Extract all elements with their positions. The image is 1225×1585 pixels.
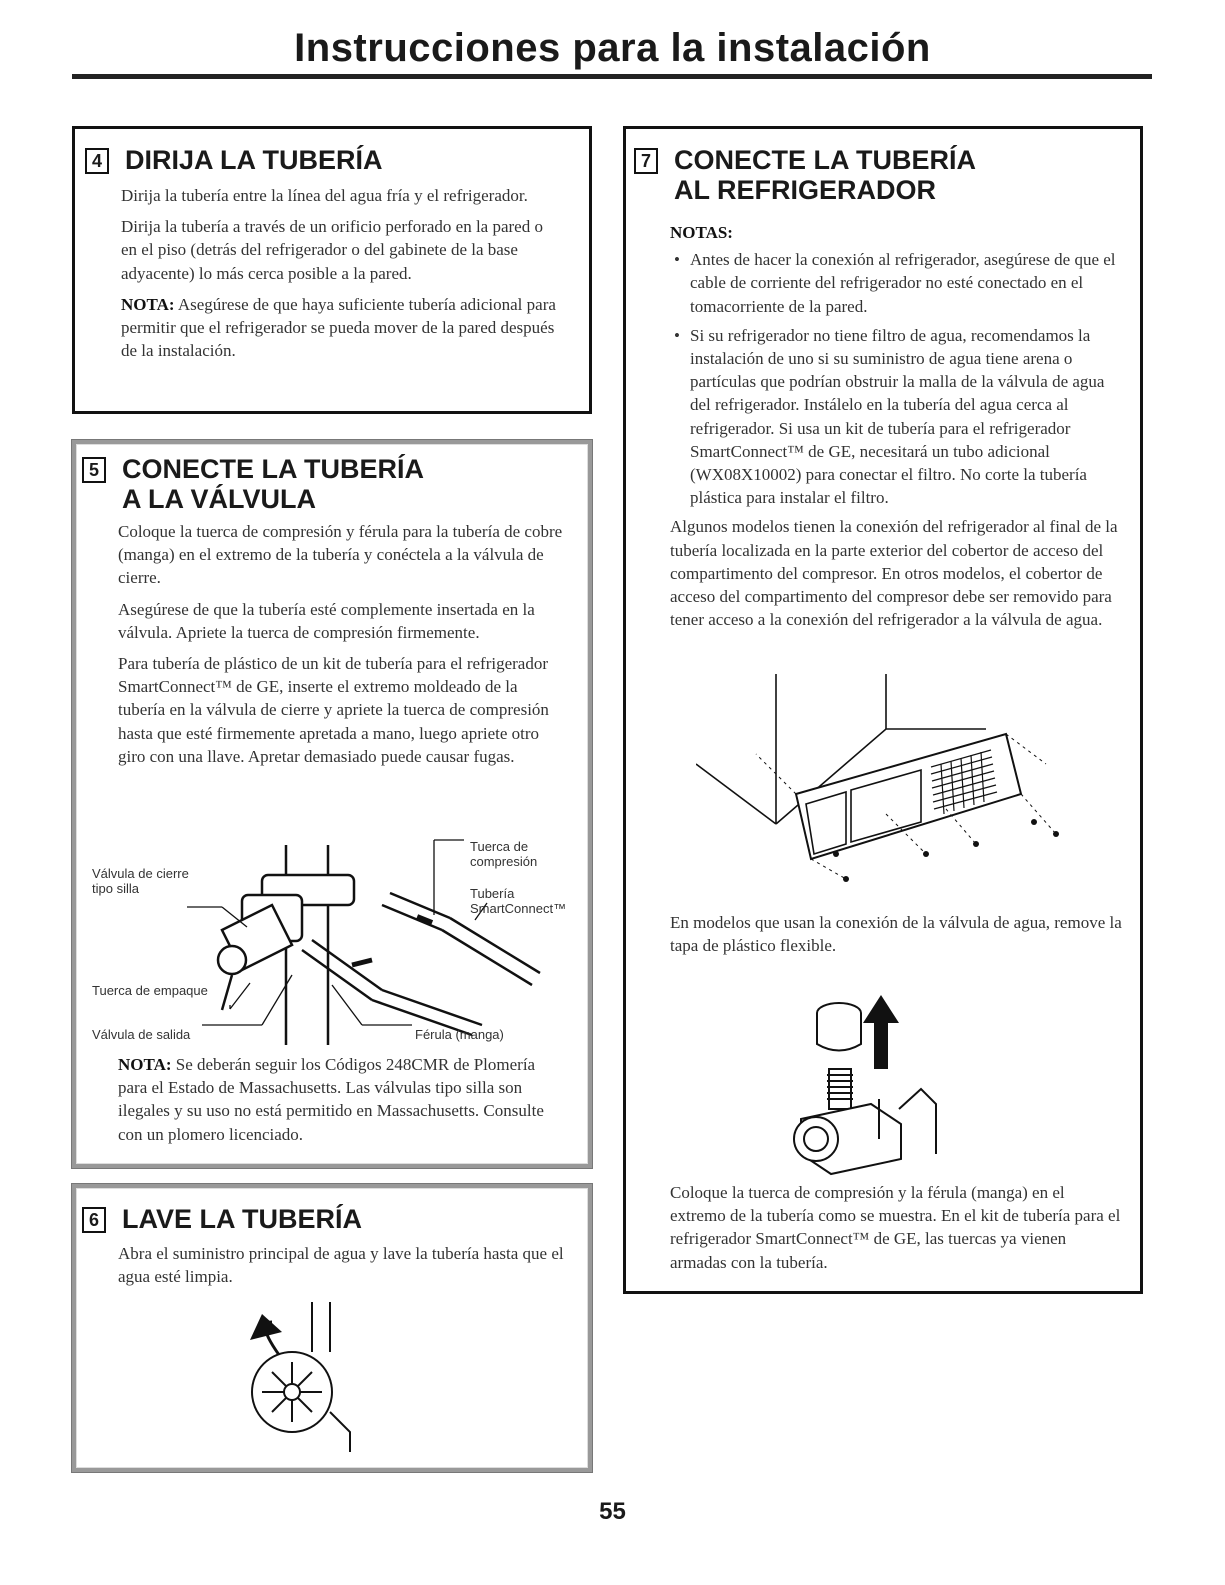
step-5-box [72, 440, 592, 1168]
label-ferrule: Férula (manga) [415, 1027, 504, 1042]
step-number: 5 [82, 457, 106, 483]
note-label: NOTA: [121, 294, 175, 314]
list-item: • Antes de hacer la conexión al refrigerador, asegúrese de que el cable de corriente del refrigerador no esté conectado en el tomacorriente de la pared. [670, 248, 1122, 318]
step-title: LAVE LA TUBERÍA [122, 1204, 362, 1234]
label-line: tipo silla [92, 881, 139, 896]
page-title: Instrucciones para la instalación [294, 26, 931, 70]
note-text: Asegúrese de que haya suficiente tubería adicional para permitir que el refrigerador se pueda mover de la pared después de la instalación. [121, 294, 556, 361]
step-6-heading [82, 1204, 362, 1234]
step-6-box [72, 1184, 592, 1472]
step-paragraph: Coloque la tuerca de compresión y férula para la tubería de cobre (manga) en el extremo de la tubería y conéctela a la válvula de cierre. [118, 522, 563, 588]
step-5-heading [82, 454, 424, 514]
flush-tubing-diagram [232, 1302, 392, 1462]
step-paragraph: Coloque la tuerca de compresión y la férula (manga) en el extremo de la tubería como se muestra. En el kit de tubería para el refrigerador SmartConnect™ de GE, las tuercas ya vienen armadas con la tubería. [670, 1183, 1121, 1272]
label-line: Tuerca de [470, 839, 529, 854]
step-note [118, 1053, 568, 1146]
step-paragraph: Para tubería de plástico de un kit de tubería para el refrigerador SmartConnect™ de GE, inserte el extremo moldeado de la tubería en la válvula de cierre y apriete la tuerca de compresión hasta que esté firmemente apretada a mano, luego apriete otro giro con una llave. Apretar demasiado puede causar fugas. [118, 654, 549, 766]
label-line: Válvula de cierre [92, 866, 189, 881]
label-line: Tubería [470, 886, 515, 901]
access-cover-diagram [696, 674, 1076, 884]
step-7-box [623, 126, 1143, 1294]
step-note [121, 293, 561, 363]
label-compression-nut [470, 839, 537, 869]
page-number: 55 [599, 1498, 626, 1525]
notes-label: NOTAS: [670, 223, 733, 242]
step-title-line1: CONECTE LA TUBERÍA [674, 145, 976, 175]
step-number: 7 [634, 148, 658, 174]
step-paragraph: Dirija la tubería entre la línea del agua fría y el refrigerador. [121, 186, 528, 205]
step-number: 4 [85, 148, 109, 174]
step-title-line1: CONECTE LA TUBERÍA [122, 454, 424, 484]
label-line: SmartConnect™ [470, 901, 567, 916]
list-item: • Si su refrigerador no tiene filtro de agua, recomendamos la instalación de uno si su suministro de agua tiene arena o partículas que podrían obstruir la malla de la válvula de agua del refrigerador. Instálelo en la tubería del agua cerca al refrigerador. Si usa un kit de tubería para el refrigerador SmartConnect™ de GE, necesitará un tubo adicional (WX08X10002) para conectar el filtro. No corte la tubería plástica para instalar el filtro. [670, 324, 1122, 510]
label-packing-nut: Tuerca de empaque [92, 983, 208, 998]
step-title: DIRIJA LA TUBERÍA [125, 145, 383, 175]
step-4-heading [85, 145, 383, 175]
step-4-box [72, 126, 592, 414]
note-label: NOTA: [118, 1055, 172, 1074]
step-paragraph: En modelos que usan la conexión de la válvula de agua, remove la tapa de plástico flexible. [670, 913, 1122, 956]
label-line: compresión [470, 854, 538, 869]
notes-list [670, 248, 1122, 509]
step-paragraph: Abra el suministro principal de agua y lave la tubería hasta que el agua esté limpia. [118, 1244, 564, 1287]
step-paragraph: Dirija la tubería a través de un orificio perforado en la pared o en el piso (detrás del refrigerador o del gabinete de la base adyacente) lo más cerca posible a la pared. [121, 217, 543, 283]
label-shutoff-valve [92, 866, 189, 896]
title-rule [72, 74, 1152, 79]
label-outlet-valve: Válvula de salida [92, 1027, 191, 1042]
step-number: 6 [82, 1207, 106, 1233]
step-7-heading [634, 145, 976, 205]
valve-cap-diagram [771, 989, 991, 1189]
label-tubing [470, 886, 566, 916]
step-title-line2: A LA VÁLVULA [122, 484, 316, 514]
note-text: Se deberán seguir los Códigos 248CMR de Plomería para el Estado de Massachusetts. Las válvulas tipo silla son ilegales y su uso no está permitido en Massachusetts. Consulte con un plomero licenciado. [118, 1055, 544, 1144]
step-title-line2: AL REFRIGERADOR [674, 175, 937, 205]
step-paragraph: Asegúrese de que la tubería esté complemente insertada en la válvula. Apriete la tuerca de compresión firmemente. [118, 599, 535, 642]
step-paragraph: Algunos modelos tienen la conexión del refrigerador al final de la tubería localizada en la parte exterior del cobertor de acceso del compartimento del compresor. En otros modelos, el cobertor de acceso del compartimento del compresor debe ser removido para tener acceso a la conexión del refrigerador a la válvula de agua. [670, 517, 1118, 630]
